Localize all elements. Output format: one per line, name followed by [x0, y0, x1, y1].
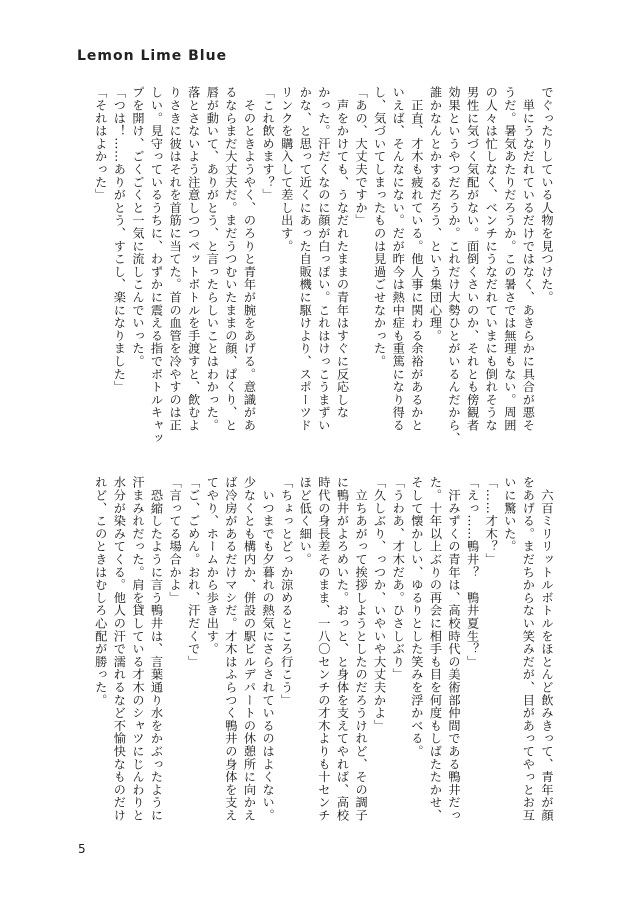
text-line: 恐縮したように言う鴨井は、言葉通り水をかぶったように	[149, 476, 164, 822]
text-line: てやり、ホームから歩き出す。	[205, 476, 220, 656]
text-line: 「うわあ、才木だあ。ひさしぶり」	[391, 476, 406, 681]
text-line: そして懐かしい、ゆるりとした笑みを浮かべる。	[409, 476, 424, 758]
text-line: そのときようやく、のろりと青年が腕をあげる。意識があ	[242, 86, 257, 432]
text-line: 「久しぶり、っつか、いやいや大丈夫かよ」	[372, 476, 387, 732]
text-line: 汗みずくの青年は、高校時代の美術部仲間である鴨井だっ	[447, 476, 462, 822]
text-line: の人々は忙しなく、ベンチにうなだれていまにも倒れそうな	[484, 86, 499, 432]
text-line: 六百ミリリットルボトルをほとんど飲みきって、青年が顔	[540, 476, 554, 822]
text-line: 「言ってる場合かよ」	[168, 476, 183, 604]
text-line: 単にうなだれているだけではなく、あきらかに具合が悪そ	[521, 86, 536, 432]
text-line: ほど低く細い。	[298, 476, 313, 566]
text-line: をあげる。まだちからない笑みだが、目があってやっとお互	[521, 476, 536, 822]
text-line: 「これ飲めます？」	[261, 86, 276, 202]
text-block-lower	[91, 476, 556, 826]
text-line: 声をかけても、うなだれたままの青年はすぐに反応しな	[335, 86, 350, 419]
text-line: でぐったりしている人物を見つけた。	[540, 86, 554, 304]
text-line: 「ご、ごめん。おれ、汗だくで」	[186, 476, 201, 668]
text-line: 汗まみれだった。肩を貸している才木のシャツにじんわりと	[130, 476, 145, 822]
text-line: 「ちょっとどっか涼めるところ行こう」	[279, 476, 294, 707]
text-line: 「……才木？」	[484, 476, 499, 566]
text-line: 唇が動いて、ありがとう、と言ったらしいことはわかった。	[205, 86, 220, 432]
text-block-upper	[91, 86, 556, 445]
text-line: いえば、そんなにない。だが昨今は熱中症も重篤になり得る	[391, 86, 406, 432]
text-line: りさきに彼はそれを首筋に当てた。首の血管を冷やすのは正	[168, 86, 183, 432]
text-line: プを開け、ごくごくと一気に流しこんでいった。	[130, 86, 145, 368]
text-line: うだ。暑気あたりだろうか。この暑さでは無理もない。周囲	[502, 86, 517, 432]
text-line: 「それはよかった」	[93, 86, 108, 202]
text-line: しい。見守っているうちに、わずかに震える指でボトルキャッ	[149, 86, 164, 445]
text-line: 誰かなんとかするだろう、という集団心理。	[428, 86, 443, 342]
text-line: るならまだ大丈夫だ。まだうつむいたままの顔、ぱくり、と	[223, 86, 238, 432]
text-line: 「えっ……鴨井？ 鴨井夏生？」	[465, 476, 480, 668]
text-line: し、気づいてしまったものは見過ごせなかった。	[372, 86, 387, 368]
text-line: 「つは！……ありがとう、すこし、楽になりました」	[112, 86, 127, 394]
running-header: Lemon Lime Blue	[77, 48, 228, 64]
text-line: かな、と思って近くにあった自販機に駆けより、スポーツド	[298, 86, 313, 432]
text-line: ば冷房があるだけマシだ。才木はふらつく鴨井の身体を支え	[223, 476, 238, 822]
text-line: 正直、才木も疲れている。他人事に関わる余裕があるかと	[409, 86, 424, 432]
text-line: いに驚いた。	[502, 476, 517, 553]
text-line: 効果というやつだろうか。これだけ大勢ひとがいるんだから、	[447, 86, 462, 445]
text-line: 水分が染みてくる。他人の汗で濡れるなど不愉快なものだけ	[112, 476, 127, 822]
text-line: 少なくとも構内か、併設の駅ビルデパートの休憩所に向かえ	[242, 476, 257, 822]
text-line: リンクを購入して差し出す。	[279, 86, 294, 253]
page-number: 5	[78, 842, 86, 856]
text-line: 落とさないよう注意しつつペットボトルを手渡すと、飲むよ	[186, 86, 201, 432]
text-line: 時代の身長差そのまま、一八〇センチの才木よりも十センチ	[316, 476, 331, 822]
text-line: いつまでも夕暮れの熱気にさらされているのはよくない。	[261, 476, 276, 822]
text-line: に鴨井がよろめいた。おっと、と身体を支えてやれば、高校	[335, 476, 350, 822]
text-line: 「あの、大丈夫ですか」	[354, 86, 369, 227]
text-line: 立ちあがって挨拶しようとしたのだろうけれど、その調子	[354, 476, 369, 822]
text-line: 男性に気づく気配がない。面倒くさいのか、それとも傍観者	[465, 86, 480, 432]
text-line: た。十年以上ぶりの再会に相手も目を何度もしばたたかせ、	[428, 476, 443, 822]
text-line: れど、このときはむしろ心配が勝った。	[93, 476, 108, 707]
text-line: かった。汗だくなのに顔が白っぽい。これはけっこうまずい	[316, 86, 331, 432]
